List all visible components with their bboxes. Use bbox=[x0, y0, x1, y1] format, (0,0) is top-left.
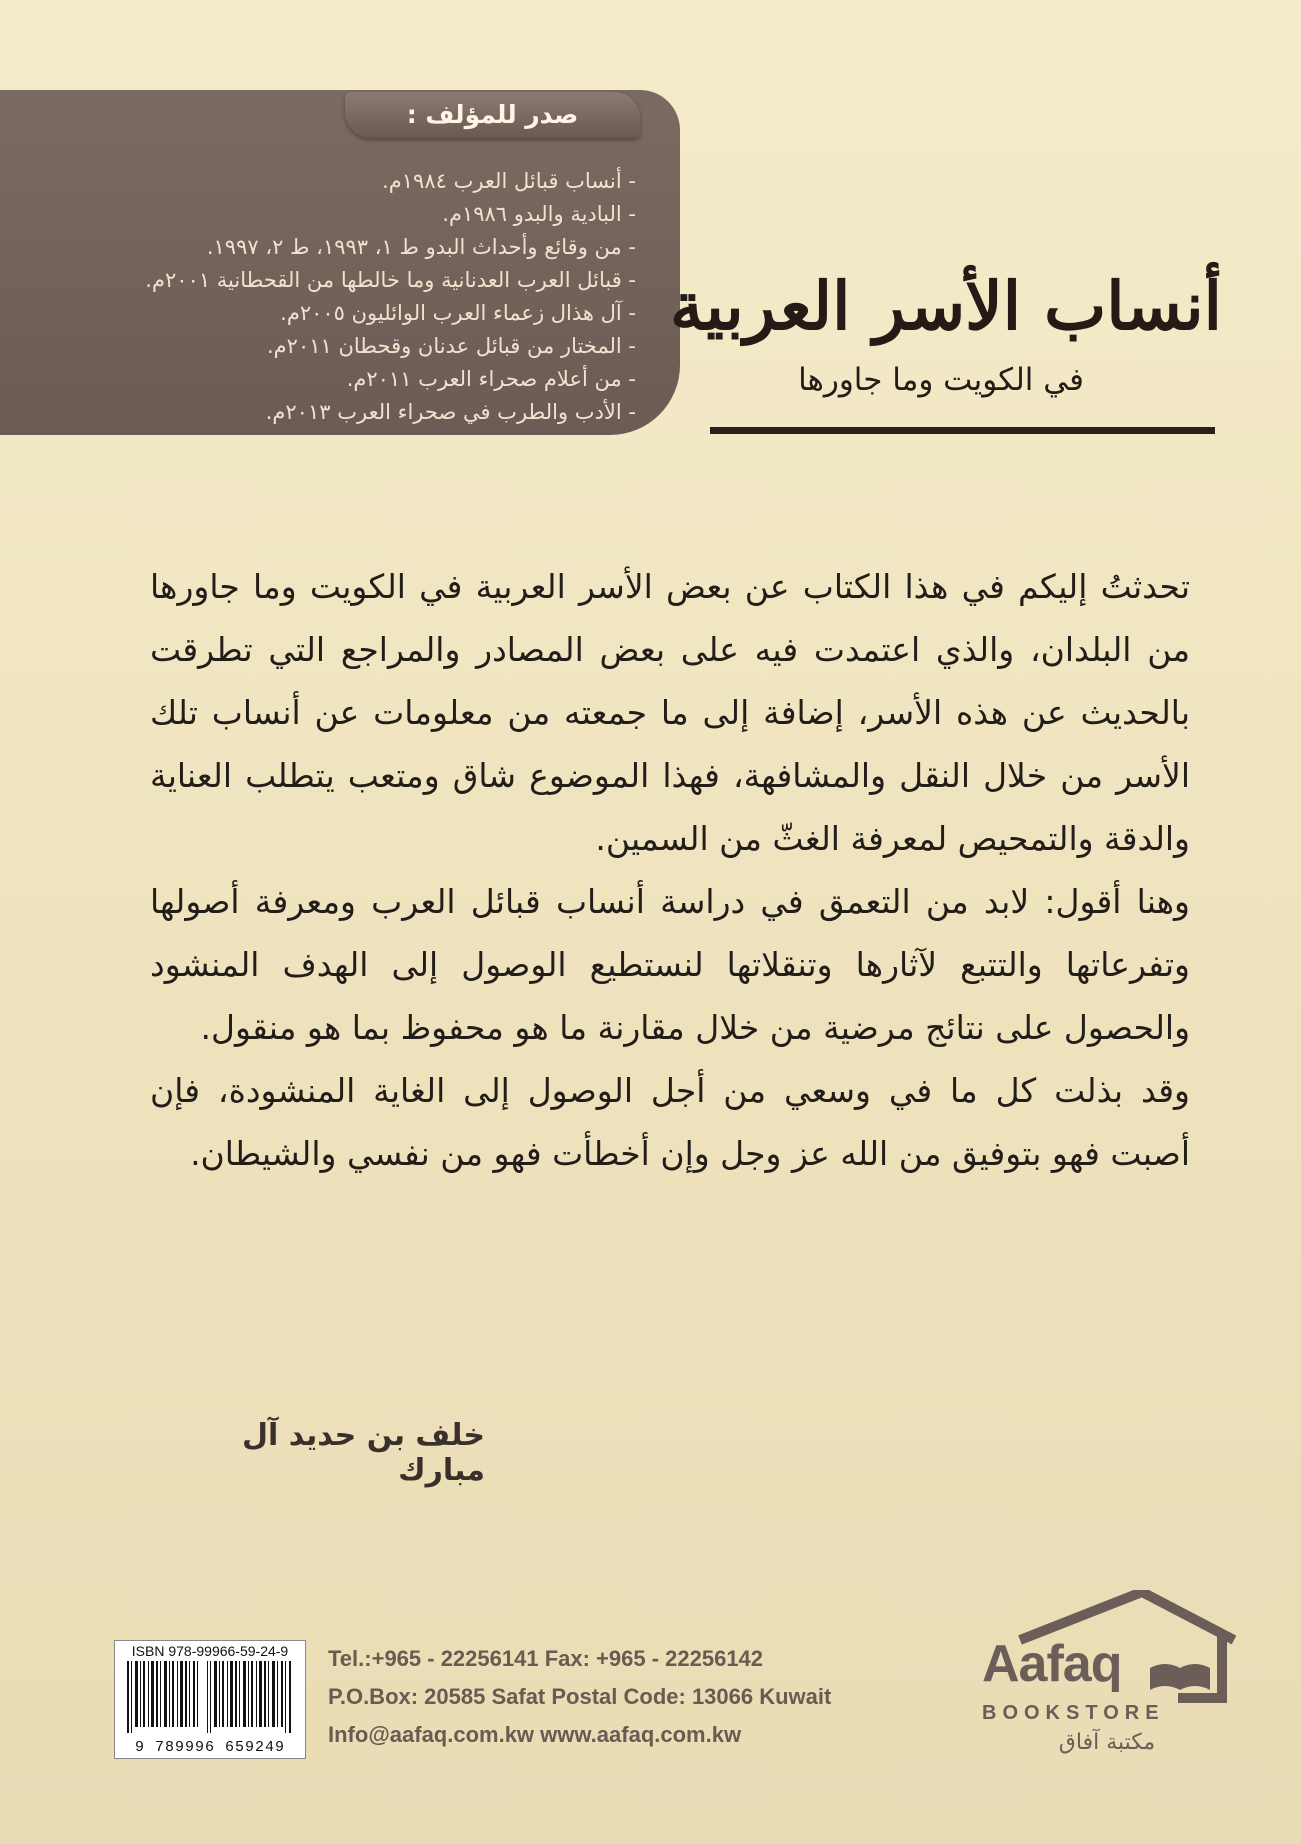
book-title: أنساب الأسر العربية bbox=[670, 267, 1222, 345]
author-works-label: صدر للمؤلف : bbox=[345, 92, 640, 138]
barcode-digits: 9 789996 659249 bbox=[134, 1739, 286, 1756]
blurb-paragraph: وهنا أقول: لابد من التعمق في دراسة أنساب قبائل العرب ومعرفة أصولها وتفرعاتها والتتبع لآثارها وتنقلاتها لنستطيع الوصول إلى الهدف المنشود والحصول على نتائج مرضية من خلال مقارنة ما هو محفوظ بما هو منقول. bbox=[150, 882, 1190, 1047]
contact-web: Info@aafaq.com.kw www.aafaq.com.kw bbox=[328, 1722, 742, 1747]
list-item: - الأدب والطرب في صحراء العرب ٢٠١٣م. bbox=[265, 400, 636, 424]
logo-name: Aafaq bbox=[982, 1635, 1122, 1693]
author-works-list bbox=[30, 165, 660, 429]
list-item: - آل هذال زعماء العرب الوائليون ٢٠٠٥م. bbox=[280, 301, 636, 325]
author-signature: خلف بن حديد آل مبارك bbox=[241, 1418, 485, 1488]
publisher-contact bbox=[328, 1640, 948, 1754]
isbn-number: ISBN 978-99966-59-24-9 bbox=[131, 1643, 289, 1659]
blurb-paragraph: وقد بذلت كل ما في وسعي من أجل الوصول إلى الغاية المنشودة، فإن أصبت فهو بتوفيق من الله عز وجل وإن أخطأت فهو من نفسي والشيطان. bbox=[150, 1071, 1190, 1173]
blurb-text bbox=[150, 555, 1190, 1185]
list-item: - البادية والبدو ١٩٨٦م. bbox=[442, 202, 636, 226]
isbn-barcode bbox=[114, 1640, 306, 1759]
contact-address: P.O.Box: 20585 Safat Postal Code: 13066 Kuwait bbox=[328, 1684, 832, 1709]
list-item: - من أعلام صحراء العرب ٢٠١١م. bbox=[346, 367, 636, 391]
barcode-bars bbox=[125, 1661, 295, 1733]
publisher-logo bbox=[982, 1590, 1242, 1770]
list-item: - من وقائع وأحداث البدو ط ١، ١٩٩٣، ط ٢، ١٩٩٧. bbox=[206, 235, 636, 259]
contact-phone: Tel.:+965 - 22256141 Fax: +965 - 22256142 bbox=[328, 1646, 764, 1671]
list-item: - قبائل العرب العدنانية وما خالطها من القحطانية ٢٠٠١م. bbox=[145, 268, 636, 292]
logo-subtitle: BOOKSTORE bbox=[982, 1702, 1165, 1724]
list-item: - المختار من قبائل عدنان وقحطان ٢٠١١م. bbox=[266, 334, 636, 358]
logo-arabic-name: مكتبة آفاق bbox=[1058, 1730, 1156, 1755]
blurb-paragraph: تحدثتُ إليكم في هذا الكتاب عن بعض الأسر العربية في الكويت وما جاورها من البلدان، والذي اعتمدت فيه على بعض المصادر والمراجع التي تطرقت بالحديث عن هذه الأسر، إضافة إلى ما جمعته من معلومات عن أنساب تلك الأسر من خلال النقل والمشافهة، فهذا الموضوع شاق ومتعب يتطلب العناية والدقة والتمحيص لمعرفة الغثّ من السمين. bbox=[150, 567, 1190, 858]
book-subtitle: في الكويت وما جاورها bbox=[798, 362, 1084, 398]
list-item: - أنساب قبائل العرب ١٩٨٤م. bbox=[382, 169, 636, 193]
title-underline bbox=[710, 427, 1215, 434]
